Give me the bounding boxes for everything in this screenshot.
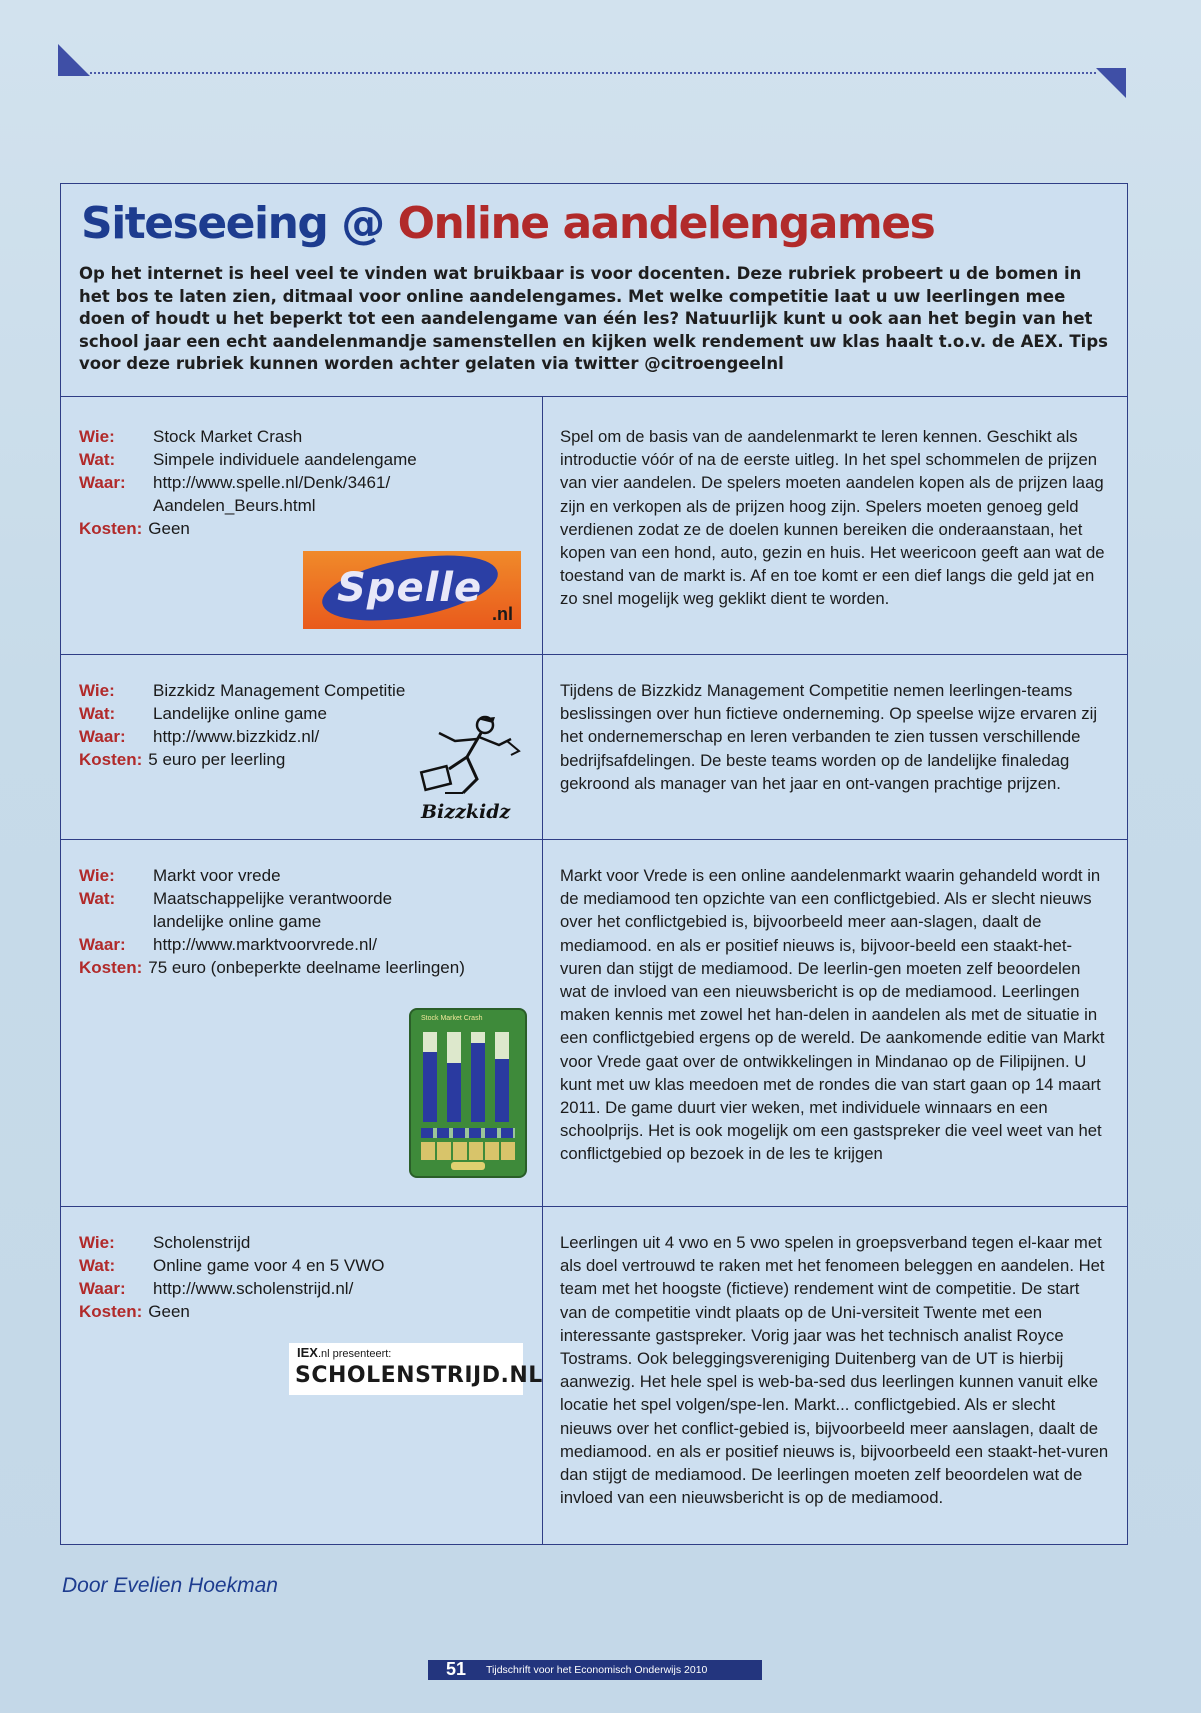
- game-stock-bar: [423, 1032, 437, 1122]
- value-wie: Markt voor vrede: [153, 866, 281, 885]
- table-row-bizzkidz: [61, 654, 1127, 840]
- page-number: 51: [446, 1659, 467, 1679]
- meta-wie: [79, 864, 529, 887]
- meta-wat: [79, 1254, 529, 1277]
- games-table: [61, 396, 1127, 1544]
- label-wat: Wat:: [79, 1256, 116, 1275]
- bizzkidz-logo-text: Bizzkidz: [421, 801, 511, 823]
- game-stock-bar: [471, 1032, 485, 1122]
- game-stock-bar: [495, 1032, 509, 1122]
- dotted-header-rule: [90, 72, 1096, 74]
- meta-kosten: [79, 1300, 529, 1323]
- value-waar-url[interactable]: http://www.scholenstrijd.nl/: [153, 1279, 354, 1298]
- label-wie: Wie:: [79, 1233, 115, 1252]
- table-row-scholenstrijd: [61, 1206, 1127, 1545]
- value-waar-url[interactable]: http://www.marktvoorvrede.nl/: [153, 935, 377, 954]
- label-wie: Wie:: [79, 866, 115, 885]
- scholenstrijd-logo: [289, 1343, 543, 1395]
- author-byline: Door Evelien Hoekman: [62, 1574, 278, 1597]
- meta-waar: [79, 1277, 529, 1300]
- game-description: Leerlingen uit 4 vwo en 5 vwo spelen in groepsverband tegen el-kaar met als doel vertrouwd te raken met het fenomeen beleggen en aandelen. Het team met het hoogste (fictieve) rendement wint de competitie. De start van de competitie vindt plaats op de Uni-versiteit Twente met een interessante gastspreker. Vorig jaar was het technisch analist Royce Tostrams. Ook beleggingsvereniging Duitenberg van de UT is hierbij aanwezig. Het hele spel is web-ba-sed dus leerlingen kunnen vanuit elke locatie het spel volgen/spe-len. Markt... conflictgebied. Als er slecht nieuws over het conflict-gebied is, bijvoorbeeld meer aanslagen, daalt de mediamood. en als er positief nieuws is, bijvoorbeeld een staakt-het-vuren dan stijgt de mediamood. De leerlingen moeten zelf beoordelen wat de invloed van een nieuwsbericht is op de mediamood.: [560, 1233, 1109, 1508]
- table-row-stock-market-crash: [61, 396, 1127, 655]
- game-meta: [79, 1231, 529, 1323]
- stock-market-crash-screenshot: [409, 1008, 527, 1178]
- meta-kosten: [79, 956, 529, 979]
- running-businessman-icon: [415, 711, 525, 799]
- game-screen-header: Stock Market Crash: [421, 1015, 483, 1022]
- page-footer: [428, 1660, 762, 1680]
- label-kosten: Kosten:: [79, 750, 143, 769]
- title-part-siteseeing: Siteseeing @: [81, 198, 384, 249]
- game-description: Markt voor Vrede is een online aandelenmarkt waarin gehandeld wordt in de mediamood ten opzichte van een conflictgebied. Als er slecht nieuws over het conflictgebied is, bijvoorbeeld meer aan-slagen, daalt de mediamood. en als er positief nieuws is, bijvoor-beeld een staakt-het-vuren dan stijgt de mediamood. De leerlin-gen moeten zelf beoordelen wat de invloed van een nieuwsbericht is op de mediamood. Leerlingen maken kennis met zowel het han-delen in aandelen als met de situatie in een conflictgebied ergens op de wereld. De aankomende editie van Markt voor Vrede gaat over de ontwikkelingen in Mindanao op de Filipijnen. U kunt met uw klas meedoen met de rondes die van start gaan op 14 maart 2011. De game duurt vier weken, met individuele winnaars en een schoolprijs. Het is ook mogelijk om een gastspreker die veel weet van het conflictgebied op bezoek in de les te krijgen: [560, 866, 1105, 1164]
- scholenstrijd-logo-subtitle: [297, 1345, 391, 1360]
- iex-presenteert: .nl presenteert:: [317, 1348, 392, 1360]
- label-wat: Wat:: [79, 889, 116, 908]
- corner-triangle-left-icon: [58, 44, 90, 76]
- value-wat: Online game voor 4 en 5 VWO: [153, 1256, 385, 1275]
- label-kosten: Kosten:: [79, 1302, 143, 1321]
- label-waar: Waar:: [79, 1279, 126, 1298]
- value-kosten: Geen: [148, 1302, 190, 1321]
- title-part-online-aandelengames: Online aandelengames: [397, 198, 935, 249]
- iex-brand: IEX: [297, 1345, 318, 1360]
- game-stock-bar-fill: [495, 1059, 509, 1122]
- meta-waar: [79, 471, 529, 494]
- value-wat-cont: landelijke online game: [153, 912, 322, 931]
- spelle-logo: [303, 551, 521, 629]
- meta-wie: [79, 425, 529, 448]
- article-title: [81, 198, 934, 249]
- article-box: [60, 183, 1128, 1545]
- label-kosten: Kosten:: [79, 519, 143, 538]
- spelle-logo-suffix: .nl: [492, 604, 513, 624]
- value-wie: Scholenstrijd: [153, 1233, 251, 1252]
- meta-kosten: [79, 517, 529, 540]
- game-meta: [79, 864, 529, 979]
- bizzkidz-logo: [415, 711, 525, 823]
- value-waar-url[interactable]: http://www.bizzkidz.nl/: [153, 727, 320, 746]
- spelle-logo-text: Spelle: [337, 565, 483, 611]
- value-wat: Landelijke online game: [153, 704, 327, 723]
- meta-waar-cont: [79, 494, 529, 517]
- value-waar-url[interactable]: http://www.spelle.nl/Denk/3461/: [153, 473, 391, 492]
- label-waar: Waar:: [79, 935, 126, 954]
- scholenstrijd-logo-text: SCHOLENSTRIJD.NL: [295, 1363, 543, 1388]
- value-kosten: 5 euro per leerling: [148, 750, 286, 769]
- meta-wie: [79, 1231, 529, 1254]
- label-waar: Waar:: [79, 473, 126, 492]
- publication-name: Tijdschrift voor het Economisch Onderwijs 2010: [486, 1664, 708, 1676]
- label-wat: Wat:: [79, 704, 116, 723]
- value-waar-url-cont[interactable]: Aandelen_Beurs.html: [153, 496, 316, 515]
- label-wie: Wie:: [79, 427, 115, 446]
- value-kosten: Geen: [148, 519, 190, 538]
- corner-triangle-right-icon: [1096, 68, 1126, 98]
- game-description: Tijdens de Bizzkidz Management Competitie nemen leerlingen-teams beslissingen over hun fictieve onderneming. Op speelse wijze ervaren zij het ondernemerschap en leren verbanden te zien tussen verschillende bedrijfsafdelingen. De beste teams worden op de landelijke finaledag gekroond als manager van het jaar en ont-vangen prachtige prijzen.: [560, 681, 1098, 793]
- game-description: Spel om de basis van de aandelenmarkt te leren kennen. Geschikt als introductie vóór of na de eerste uitleg. In het spel schommelen de prijzen van vier aandelen. De spelers moeten aandelen kopen als de prijzen laag zijn en verkopen als de prijzen hoog zijn. Spelers moeten genoeg geld verdienen zodat ze de doelen kunnen bereiken die onderaanstaan, het kopen van een hond, auto, gezin en huis. Het weericoon geeft aan wat de toestand van de markt is. Af en toe komt er een dief langs die geld jat en zo snel mogelijk weg geklikt dient te worden.: [560, 427, 1105, 609]
- meta-wat-cont: [79, 910, 529, 933]
- game-stock-bar: [447, 1032, 461, 1122]
- label-wat: Wat:: [79, 450, 116, 469]
- label-kosten: Kosten:: [79, 958, 143, 977]
- meta-waar: [79, 933, 529, 956]
- value-wie: Bizzkidz Management Competitie: [153, 681, 406, 700]
- game-meta: [79, 425, 529, 540]
- label-wie: Wie:: [79, 681, 115, 700]
- label-waar: Waar:: [79, 727, 126, 746]
- game-button: [451, 1162, 485, 1170]
- game-stock-bar-fill: [447, 1063, 461, 1122]
- value-wat: Maatschappelijke verantwoorde: [153, 889, 393, 908]
- meta-wat: [79, 887, 529, 910]
- game-goal-images: [421, 1142, 515, 1160]
- article-intro: Op het internet is heel veel te vinden wat bruikbaar is voor docenten. Deze rubriek probeert u de bomen in het bos te laten zien, ditmaal voor online aandelengames. Met welke competitie laat u uw leerlingen mee doen of houdt u het beperkt tot een aandelengame van één les? Natuurlijk kunt u ook aan het begin van het school jaar een echt aandelenmandje samenstellen en kijken welk rendement uw klas haalt t.o.v. de AEX. Tips voor deze rubriek kunnen worden achter gelaten via twitter @citroengeelnl: [79, 264, 1108, 373]
- meta-wie: [79, 679, 529, 702]
- table-row-markt-voor-vrede: [61, 839, 1127, 1207]
- meta-wat: [79, 448, 529, 471]
- game-stock-bar-fill: [471, 1043, 485, 1122]
- value-wie: Stock Market Crash: [153, 427, 303, 446]
- game-stock-bar-fill: [423, 1052, 437, 1122]
- game-controls: [421, 1128, 515, 1138]
- value-wat: Simpele individuele aandelengame: [153, 450, 417, 469]
- value-kosten: 75 euro (onbeperkte deelname leerlingen): [148, 958, 465, 977]
